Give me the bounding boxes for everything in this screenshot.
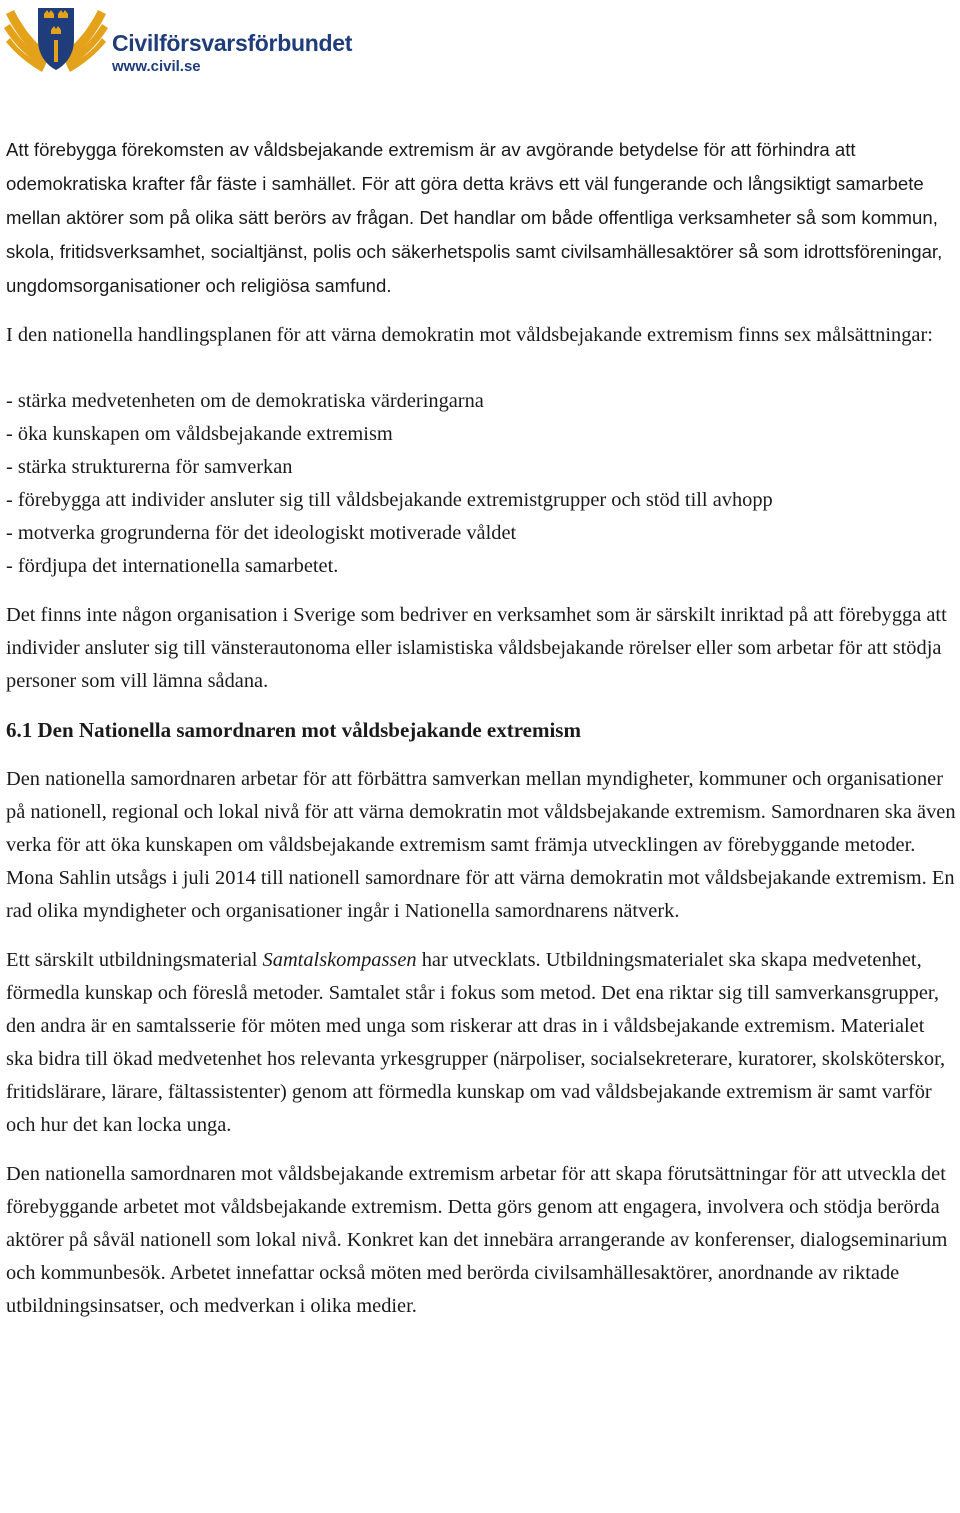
- list-item: - öka kunskapen om våldsbejakande extremism: [6, 423, 393, 445]
- paragraph-coordinator-work: Den nationella samordnaren mot våldsbejakande extremism arbetar för att skapa förutsättningar för att utveckla det förebyggande arbetet mot våldsbejakande extremism. Detta görs genom att engagera, involvera och stödja berörda aktörer på såväl nationell som lokal nivå. Konkret kan det innebära arrangerande av konferenser, dialogseminarium och kommunbesök. Arbetet innefattar också möten med berörda civilsamhällesaktörer, anordnande av riktade utbildningsinsatser, och medverkan i olika medier.: [6, 1163, 948, 1317]
- paragraph-action-plan: I den nationella handlingsplanen för att värna demokratin mot våldsbejakande extremism finns sex målsättningar:: [6, 324, 933, 346]
- list-item: - förebygga att individer ansluter sig till våldsbejakande extremistgrupper och stöd till avhopp: [6, 489, 773, 511]
- emblem-icon: [2, 0, 110, 78]
- training-text-before: Ett särskilt utbildningsmaterial: [6, 949, 263, 971]
- list-item: - fördjupa det internationella samarbetet.: [6, 555, 339, 577]
- section-heading: 6.1 Den Nationella samordnaren mot våldsbejakande extremism: [6, 718, 581, 742]
- paragraph-intro-part2: Det handlar om både offentliga verksamheter så som kommun, skola, fritidsverksamhet, socialtjänst, polis och säkerhetspolis samt civilsamhällesaktörer så som idrottsföreningar, ungdomsorganisationer och religiösa samfund.: [6, 207, 943, 296]
- organization-logo: [2, 0, 353, 80]
- training-text-after: har utvecklats. Utbildningsmaterialet ska skapa medvetenhet, förmedla kunskap och föreslå metoder. Samtalet står i fokus som metod. Det ena riktar sig till samverkansgrupper, den andra är en samtalsserie för möten med unga som riskerar att dras in i våldsbejakande extremism. Materialet ska bidra till ökad medvetenhet hos relevanta yrkesgrupper (närpoliser, socialsekreterare, kuratorer, skolsköterskor, fritidslärare, lärare, fältassistenter) genom att förmedla kunskap om vad våldsbejakande extremism är samt varför och hur det kan locka unga.: [6, 949, 946, 1136]
- training-material-title: Samtalskompassen: [262, 949, 417, 971]
- paragraph-coordinator: Den nationella samordnaren arbetar för att förbättra samverkan mellan myndigheter, kommuner och organisationer på nationell, regional och lokal nivå för att värna demokratin mot våldsbejakande extremism. Samordnaren ska även verka för att öka kunskapen om våldsbejakande extremism samt främja utvecklingen av förebyggande metoder. Mona Sahlin utsågs i juli 2014 till nationell samordnare för att värna demokratin mot våldsbejakande extremism. En rad olika myndigheter och organisationer ingår i Nationella samordnarens nätverk.: [6, 768, 956, 922]
- paragraph-intro-part1: Att förebygga förekomsten av våldsbejakande extremism är av avgörande betydelse för att förhindra att odemokratiska krafter får fäste i samhället. För att göra detta krävs ett väl fungerande och långsiktigt samarbete mellan aktörer som på olika sätt berörs av frågan.: [6, 139, 924, 228]
- list-item: - stärka strukturerna för samverkan: [6, 456, 293, 478]
- paragraph-training-material: [6, 944, 956, 1142]
- paragraph-intro: [6, 133, 956, 303]
- list-item: - stärka medvetenheten om de demokratiska värderingarna: [6, 390, 484, 412]
- organization-name: Civilförsvarsförbundet: [112, 30, 353, 56]
- organization-url[interactable]: www.civil.se: [112, 58, 201, 75]
- list-item: - motverka grogrunderna för det ideologiskt motiverade våldet: [6, 522, 517, 544]
- goals-list: [6, 385, 956, 583]
- paragraph-no-organization: Det finns inte någon organisation i Sverige som bedriver en verksamhet som är särskilt inriktad på att förebygga att individer ansluter sig till vänsterautonoma eller islamistiska våldsbejakande rörelser eller som arbetar för att stödja personer som vill lämna sådana.: [6, 604, 947, 692]
- document-body: [6, 133, 956, 1323]
